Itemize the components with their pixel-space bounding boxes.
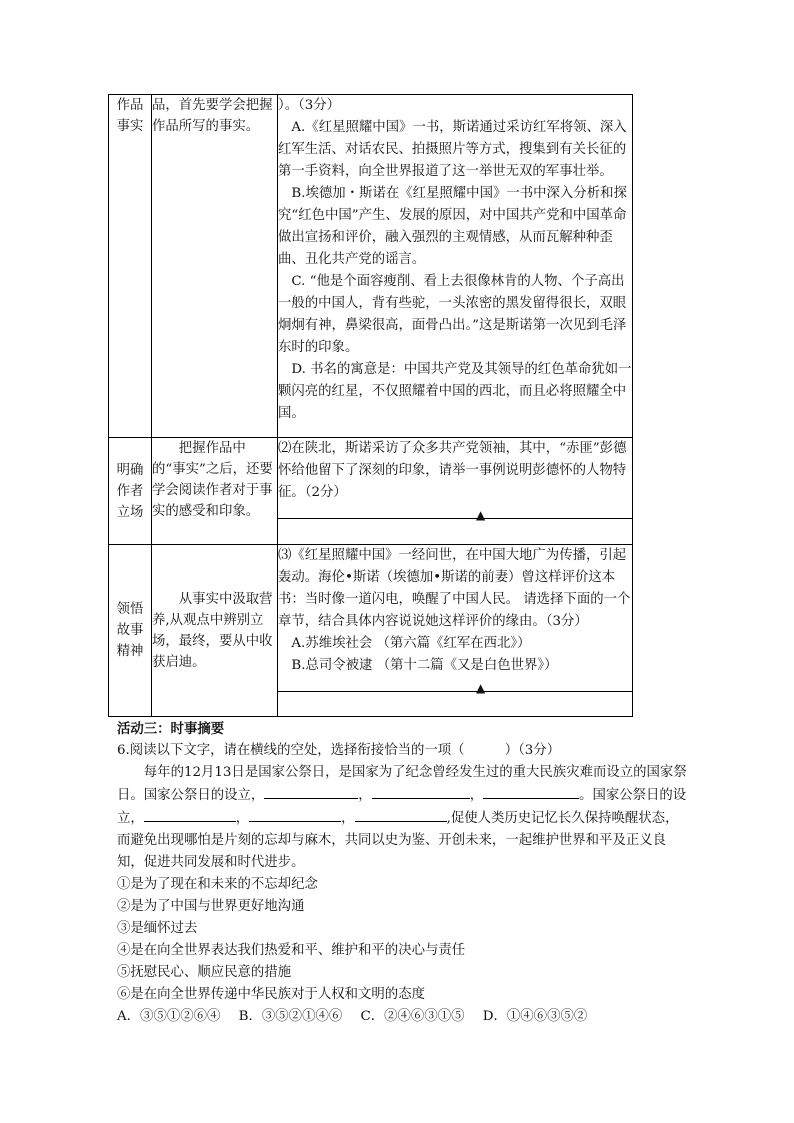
question-1-cell [278, 95, 633, 438]
choice-b[interactable]: B．③⑤②①④⑥ [238, 1009, 343, 1024]
blank-6[interactable] [355, 807, 447, 822]
list-item: ①是为了现在和未来的不忘却纪念 [117, 877, 318, 892]
reading-table [108, 94, 633, 717]
list-item: ④是在向全世界表达我们热爱和平、维护和平的决心与责任 [117, 943, 466, 958]
answer-choices [117, 1006, 689, 1028]
answer-line[interactable] [278, 506, 632, 520]
row-desc-author-stance: 把握作品中的“事实”之后，还要学会阅读作者对于事实的感受和印象。 [152, 438, 278, 545]
question-1-option-c: C. “他是个面容瘦削、看上去很像林肯的人物、个子高出一般的中国人，背有些驼，一头浓密的黑发留得很长，双眼炯炯有神，鼻梁很高，面骨凸出。”这是斯诺第一次见到毛泽东时的印象。 [278, 274, 627, 355]
row-label-story-spirit: 领悟 故事 精神 [109, 545, 152, 717]
activity-section [117, 718, 689, 1028]
question-3-option-b: B.总司令被逮 （第十二篇《又是白色世界》） [291, 658, 558, 673]
question-3-cell [278, 545, 633, 717]
list-item: ②是为了中国与世界更好地沟通 [117, 899, 305, 914]
triangle-marker-icon: ▲ [476, 508, 486, 522]
blank-1[interactable] [264, 784, 358, 799]
row-label-work-facts: 作品 事实 [109, 95, 152, 438]
choice-c[interactable]: C．②④⑥③①⑤ [360, 1009, 465, 1024]
row-desc-work-facts: 品，首先要学会把握作品所写的事实。 [152, 95, 278, 438]
question-3-text: ⑶《红星照耀中国》一经问世，在中国大地广为传播，引起轰动。海伦•斯诺（埃德加•斯诺的前妻）曾这样评价这本书：当时像一道闪电，唤醒了中国人民。 请选择下面的一个章节，结合具体内容说说她这样评价的缘由。（3分） [278, 548, 631, 629]
table-row-author-stance [109, 438, 633, 545]
question-2-cell [278, 438, 633, 545]
triangle-marker-icon: ▲ [476, 681, 486, 695]
row-desc-story-spirit: 从事实中汲取营养,从观点中辨别立场，最终，要从中收获启迪。 [152, 545, 278, 717]
activity-title: 活动三：时事摘要 [117, 721, 225, 737]
question-2-text: ⑵在陕北，斯诺采访了众多共产党领袖，其中，“赤匪”彭德怀给他留下了深刻的印象，请举一事例说明彭德怀的人物特征。（2分） [278, 441, 627, 500]
row-label-author-stance: 明确 作者 立场 [109, 438, 152, 545]
list-item: ⑥是在向全世界传递中华民族对于人权和文明的态度 [117, 987, 425, 1002]
question-6-passage: 每年的12月13日是国家公祭日，是国家为了纪念曾经发生过的重大民族灾难而设立的国家祭日。国家公祭日的设立， ， ， 。国家公祭日的设立， ， ， ,促使人类历史记忆长久保持唤醒状态，而避免出现哪怕是片刻的忘却与麻木，共同以史为鉴、开创未来，一起维护世界和平及正义良知，促进共同发展和时代进步。 [117, 765, 687, 870]
blank-4[interactable] [144, 807, 236, 822]
blank-2[interactable] [372, 784, 470, 799]
blank-3[interactable] [483, 784, 579, 799]
question-1-head: ）。（3分） [278, 98, 341, 113]
list-item: ③是缅怀过去 [117, 921, 198, 936]
question-1-option-b: B.埃德加・斯诺在《红星照耀中国》一书中深入分析和探究“红色中国”产生、发展的原因，对中国共产党和中国革命做出宣扬和评价，融入强烈的主观情感，从而瓦解种种歪曲、丑化共产党的谣言。 [278, 186, 627, 267]
question-1-option-a: A.《红星照耀中国》一书，斯诺通过采访红军将领、深入红军生活、对话农民、拍摄照片等方式，搜集到有关长征的第一手资料，向全世界报道了这一举世无双的军事壮举。 [278, 120, 627, 179]
list-item: ⑤抚慰民心、顺应民意的措施 [117, 965, 292, 980]
table-row-story-spirit [109, 545, 633, 717]
question-3-option-a: A.苏维埃社会 （第六篇《红军在西北》） [291, 636, 531, 651]
choice-a[interactable]: A．③⑤①②⑥④ [117, 1009, 221, 1024]
table-row-work-facts [109, 95, 633, 438]
question-1-option-d: D. 书名的寓意是：中国共产党及其领导的红色革命犹如一颗闪亮的红星，不仅照耀着中国的西北，而且必将照耀全中国。 [278, 362, 632, 421]
answer-line[interactable] [278, 679, 632, 693]
choice-d[interactable]: D．①④⑥③⑤② [482, 1009, 588, 1024]
blank-5[interactable] [249, 807, 341, 822]
question-6-text: 6.阅读以下文字，请在横线的空处，选择衔接恰当的一项（ ）（3分） [117, 743, 561, 758]
